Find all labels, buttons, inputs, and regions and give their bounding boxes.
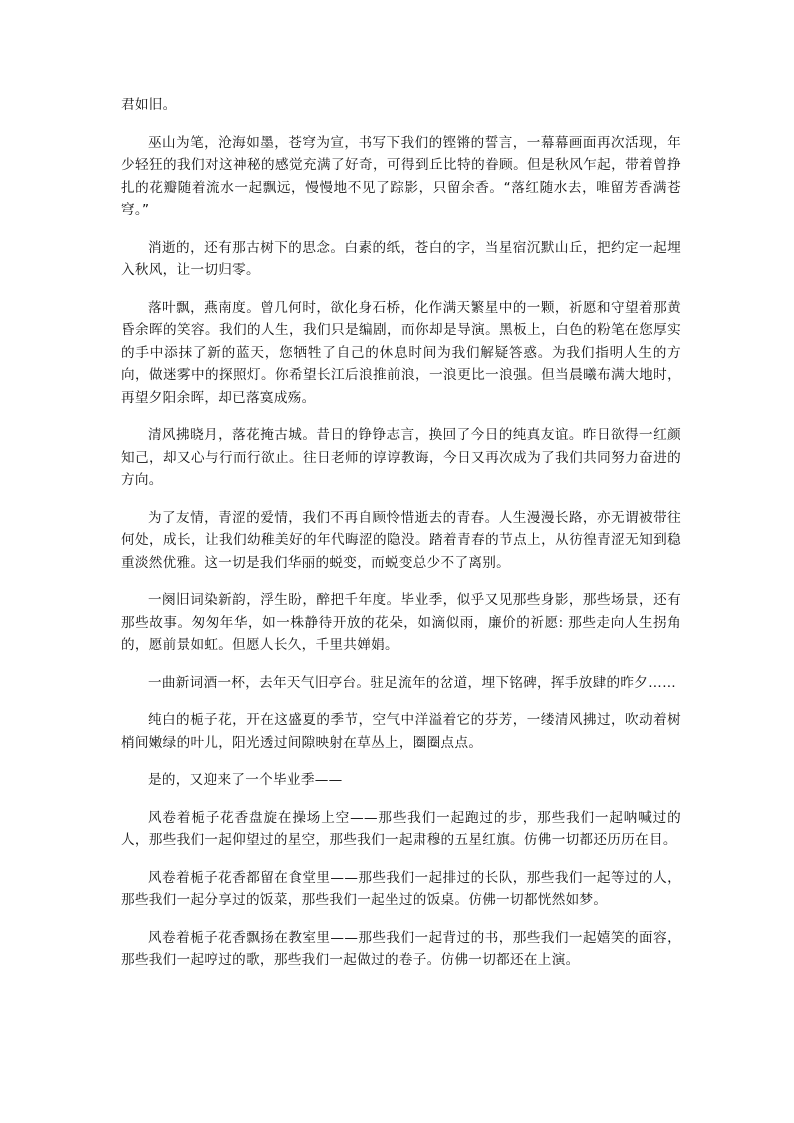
paragraph-13: 风卷着栀子花香飘扬在教室里——那些我们一起背过的书，那些我们一起嬉笑的面容，那些我们一起哼过的歌，那些我们一起做过的卷子。仿佛一切都还在上演。 [121,929,681,968]
paragraph-3: 消逝的，还有那古树下的思念。白素的纸，苍白的字，当星宿沉默山丘，把约定一起埋入秋风，让一切归零。 [121,239,681,278]
paragraph-10: 是的，又迎来了一个毕业季—— [148,772,343,788]
paragraph-12: 风卷着栀子花香都留在食堂里——那些我们一起排过的长队，那些我们一起等过的人，那些我们一起分享过的饭菜，那些我们一起坐过的饭桌。仿佛一切都恍然如梦。 [121,869,681,908]
paragraph-5: 清风拂晓月，落花掩古城。昔日的铮铮志言，换回了今日的纯真友谊。昨日欲得一红颜知己，却又心与行而行欲止。往日老师的谆谆教诲，今日又再次成为了我们共同努力奋进的方向。 [121,427,681,488]
paragraph-8: 一曲新词酒一杯，去年天气旧亭台。驻足流年的岔道，埋下铭碑，挥手放肆的昨夕…… [148,674,676,691]
paragraph-6: 为了友情，青涩的爱情，我们不再自顾怜惜逝去的青春。人生漫漫长路，亦无谓被带往何处，成长，让我们幼稚美好的年代晦涩的隐没。踏着青春的节点上，从彷徨青涩无知到稳重淡然优雅。这一切是我们华丽的蜕变，而蜕变总少不了离别。 [121,509,681,571]
document-body [121,94,681,972]
paragraph-4: 落叶飘，燕南度。曾几何时，欲化身石桥，化作满天繁星中的一颗，祈愿和守望着那黄昏余晖的笑容。我们的人生，我们只是编剧，而你却是导演。黑板上，白色的粉笔在您厚实的手中添抹了新的蓝天，您牺牲了自己的休息时间为我们解疑答惑。为我们指明人生的方向，做迷雾中的探照灯。你希望长江后浪推前浪，一浪更比一浪强。但当晨曦布满大地时，再望夕阳余晖，却已落寞成殇。 [121,299,681,406]
paragraph-7: 一阕旧词染新韵，浮生盼，醉把千年度。毕业季，似乎又见那些身影，那些场景，还有那些故事。匆匆年华，如一株静待开放的花朵，如滴似雨，廉价的祈愿: 那些走向人生拐角的，愿前景如虹。但愿人长久，千里共婵娟。 [121,592,681,653]
paragraph-1: 君如旧。 [121,97,177,113]
paragraph-11: 风卷着栀子花香盘旋在操场上空——那些我们一起跑过的步，那些我们一起呐喊过的人，那些我们一起仰望过的星空，那些我们一起肃穆的五星红旗。仿佛一切都还历历在目。 [121,809,681,848]
paragraph-9: 纯白的栀子花，开在这盛夏的季节，空气中洋溢着它的芬芳，一缕清风拂过，吹动着树梢间嫩绿的叶儿，阳光透过间隙映射在草丛上，圈圈点点。 [121,712,681,751]
paragraph-2: 巫山为笔，沧海如墨，苍穹为宣，书写下我们的铿锵的誓言，一幕幕画面再次活现，年少轻狂的我们对这神秘的感觉充满了好奇，可得到丘比特的眷顾。但是秋风乍起，带着曾挣扎的花瓣随着流水一起飘远，慢慢地不见了踪影，只留余香。“落红随水去，唯留芳香满苍穹。” [121,134,681,218]
